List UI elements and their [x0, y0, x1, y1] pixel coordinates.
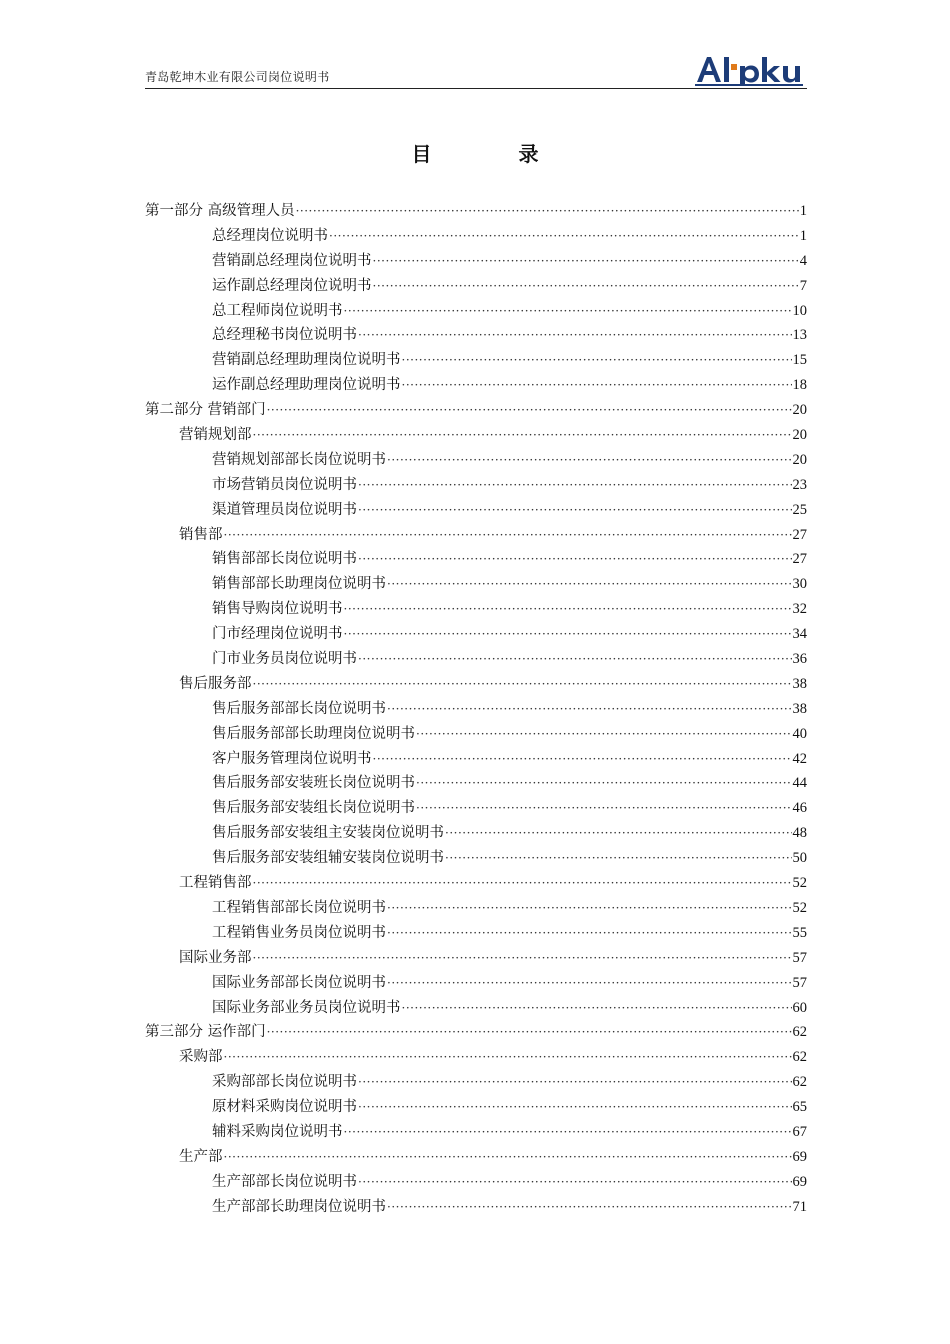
toc-dot-leader: [253, 423, 792, 448]
toc-entry-label: 第一部分 高级管理人员: [145, 203, 295, 219]
toc-dot-leader: [358, 1070, 792, 1095]
toc-entry-label: 第三部分 运作部门: [145, 1024, 266, 1041]
toc-dot-leader: [387, 1195, 792, 1220]
toc-entry-label: 售后服务部部长助理岗位说明书: [212, 725, 415, 742]
toc-entry[interactable]: [145, 1070, 807, 1095]
toc-entry-label: 生产部部长岗位说明书: [212, 1173, 357, 1190]
toc-entry-page-number: 38: [792, 700, 807, 717]
toc-entry-label: 工程销售业务员岗位说明书: [212, 924, 386, 941]
toc-entry-label: 工程销售部: [179, 875, 252, 892]
toc-dot-leader: [373, 274, 799, 299]
toc-entry[interactable]: [145, 1095, 807, 1120]
toc-entry-page-number: 4: [799, 252, 807, 269]
toc-entry-label: 市场营销员岗位说明书: [212, 476, 357, 493]
toc-entry-label: 售后服务部安装组辅安装岗位说明书: [212, 850, 444, 867]
toc-entry-label: 营销规划部部长岗位说明书: [212, 451, 386, 468]
toc-dot-leader: [387, 572, 792, 597]
page-header: [145, 48, 807, 89]
toc-entry[interactable]: [145, 1020, 807, 1045]
toc-entry-page-number: 18: [792, 377, 807, 394]
toc-entry-label: 原材料采购岗位说明书: [212, 1099, 357, 1116]
toc-entry[interactable]: [145, 647, 807, 672]
toc-entry-page-number: 40: [792, 725, 807, 742]
toc-entry-page-number: 27: [792, 526, 807, 543]
toc-entry-label: 总工程师岗位说明书: [212, 302, 343, 319]
toc-entry-label: 国际业务部部长岗位说明书: [212, 974, 386, 991]
toc-entry-page-number: 13: [792, 327, 807, 344]
toc-dot-leader: [344, 1120, 792, 1145]
toc-entry-page-number: 46: [792, 800, 807, 817]
toc-dot-leader: [358, 1170, 792, 1195]
toc-entry[interactable]: [145, 672, 807, 697]
toc-entry-page-number: 67: [792, 1123, 807, 1140]
toc-dot-leader: [387, 921, 792, 946]
toc-dot-leader: [329, 224, 799, 249]
toc-entry-page-number: 62: [792, 1024, 807, 1041]
toc-entry[interactable]: [145, 572, 807, 597]
toc-entry-page-number: 1: [799, 227, 807, 244]
toc-dot-leader: [445, 821, 792, 846]
toc-entry-label: 售后服务部安装班长岗位说明书: [212, 775, 415, 792]
toc-entry[interactable]: [145, 249, 807, 274]
toc-entry[interactable]: [145, 547, 807, 572]
toc-entry-page-number: 57: [792, 949, 807, 966]
toc-entry-page-number: 10: [792, 302, 807, 319]
header-company-title: 青岛乾坤木业有限公司岗位说明书: [145, 70, 330, 84]
toc-entry-label: 工程销售部部长岗位说明书: [212, 899, 386, 916]
toc-entry-page-number: 32: [792, 601, 807, 618]
toc-entry-label: 辅料采购岗位说明书: [212, 1123, 343, 1140]
toc-entry[interactable]: [145, 373, 807, 398]
toc-entry[interactable]: [145, 796, 807, 821]
toc-entry-label: 生产部: [179, 1148, 223, 1165]
toc-dot-leader: [416, 796, 792, 821]
toc-entry-page-number: 52: [792, 899, 807, 916]
toc-entry[interactable]: [145, 348, 807, 373]
toc-entry-label: 运作副总经理岗位说明书: [212, 277, 372, 294]
toc-entry[interactable]: [145, 1170, 807, 1195]
toc-entry-page-number: 30: [792, 576, 807, 593]
toc-dot-leader: [445, 846, 792, 871]
toc-entry-label: 第二部分 营销部门: [145, 402, 266, 419]
table-of-contents: [145, 199, 807, 1220]
toc-entry[interactable]: [145, 299, 807, 324]
toc-entry-label: 营销副总经理岗位说明书: [212, 252, 372, 269]
toc-entry-page-number: 34: [792, 626, 807, 643]
toc-entry-label: 客户服务管理岗位说明书: [212, 750, 372, 767]
toc-entry-page-number: 71: [792, 1198, 807, 1215]
toc-entry-page-number: 20: [792, 402, 807, 419]
toc-entry[interactable]: [145, 722, 807, 747]
toc-entry-label: 总经理秘书岗位说明书: [212, 327, 357, 344]
toc-entry-label: 销售部部长岗位说明书: [212, 551, 357, 568]
toc-entry-label: 门市经理岗位说明书: [212, 626, 343, 643]
toc-dot-leader: [224, 523, 792, 548]
toc-entry[interactable]: [145, 398, 807, 423]
toc-entry-label: 渠道管理员岗位说明书: [212, 501, 357, 518]
toc-entry-label: 售后服务部安装组主安装岗位说明书: [212, 825, 444, 842]
toc-entry-page-number: 69: [792, 1173, 807, 1190]
toc-dot-leader: [358, 1095, 792, 1120]
toc-entry[interactable]: [145, 846, 807, 871]
toc-entry[interactable]: [145, 1145, 807, 1170]
toc-entry[interactable]: [145, 523, 807, 548]
toc-dot-leader: [387, 971, 792, 996]
company-logo: [695, 52, 807, 86]
logo-graphic: [695, 54, 807, 86]
toc-entry-page-number: 62: [792, 1049, 807, 1066]
toc-dot-leader: [358, 498, 792, 523]
toc-entry-label: 国际业务部业务员岗位说明书: [212, 999, 401, 1016]
toc-entry[interactable]: [145, 1195, 807, 1220]
toc-dot-leader: [387, 448, 792, 473]
toc-entry-page-number: 23: [792, 476, 807, 493]
toc-entry[interactable]: [145, 199, 807, 224]
toc-entry[interactable]: [145, 1120, 807, 1145]
toc-entry-label: 国际业务部: [179, 949, 252, 966]
toc-entry-page-number: 36: [792, 651, 807, 668]
toc-dot-leader: [224, 1145, 792, 1170]
toc-entry[interactable]: [145, 821, 807, 846]
toc-dot-leader: [373, 747, 792, 772]
toc-entry-label: 售后服务部安装组长岗位说明书: [212, 800, 415, 817]
toc-entry[interactable]: [145, 747, 807, 772]
toc-dot-leader: [296, 199, 799, 224]
toc-entry-label: 销售导购岗位说明书: [212, 601, 343, 618]
toc-entry[interactable]: [145, 323, 807, 348]
toc-dot-leader: [253, 871, 792, 896]
toc-entry[interactable]: [145, 971, 807, 996]
toc-entry[interactable]: [145, 921, 807, 946]
toc-entry[interactable]: [145, 996, 807, 1021]
toc-entry-label: 营销副总经理助理岗位说明书: [212, 352, 401, 369]
toc-entry[interactable]: [145, 622, 807, 647]
toc-dot-leader: [253, 946, 792, 971]
toc-dot-leader: [402, 348, 792, 373]
toc-entry[interactable]: [145, 498, 807, 523]
toc-entry[interactable]: [145, 896, 807, 921]
toc-dot-leader: [358, 473, 792, 498]
toc-entry-label: 采购部: [179, 1049, 223, 1066]
toc-entry-page-number: 48: [792, 825, 807, 842]
toc-title: 目 录: [411, 142, 579, 166]
toc-dot-leader: [267, 398, 792, 423]
toc-dot-leader: [402, 373, 792, 398]
toc-dot-leader: [344, 299, 792, 324]
toc-entry-page-number: 7: [799, 277, 807, 294]
toc-entry-page-number: 1: [799, 203, 807, 219]
toc-entry-page-number: 55: [792, 924, 807, 941]
toc-entry-label: 采购部部长岗位说明书: [212, 1074, 357, 1091]
toc-entry-page-number: 20: [792, 427, 807, 444]
toc-dot-leader: [358, 647, 792, 672]
toc-entry[interactable]: [145, 697, 807, 722]
toc-dot-leader: [416, 771, 792, 796]
toc-entry-page-number: 62: [792, 1074, 807, 1091]
toc-entry-label: 生产部部长助理岗位说明书: [212, 1198, 386, 1215]
toc-entry-label: 营销规划部: [179, 427, 252, 444]
toc-dot-leader: [344, 622, 792, 647]
toc-dot-leader: [358, 547, 792, 572]
toc-entry-page-number: 52: [792, 875, 807, 892]
toc-entry-page-number: 50: [792, 850, 807, 867]
toc-dot-leader: [373, 249, 799, 274]
toc-entry[interactable]: [145, 473, 807, 498]
toc-dot-leader: [224, 1045, 792, 1070]
toc-entry-page-number: 38: [792, 675, 807, 692]
toc-dot-leader: [253, 672, 792, 697]
toc-entry-label: 销售部部长助理岗位说明书: [212, 576, 386, 593]
toc-entry-page-number: 25: [792, 501, 807, 518]
toc-dot-leader: [416, 722, 792, 747]
toc-dot-leader: [267, 1020, 792, 1045]
toc-entry[interactable]: [145, 274, 807, 299]
toc-dot-leader: [387, 697, 792, 722]
toc-dot-leader: [358, 323, 792, 348]
toc-entry-page-number: 27: [792, 551, 807, 568]
toc-entry-label: 售后服务部: [179, 675, 252, 692]
toc-entry-page-number: 42: [792, 750, 807, 767]
toc-entry[interactable]: [145, 597, 807, 622]
toc-entry-page-number: 57: [792, 974, 807, 991]
toc-entry-page-number: 20: [792, 451, 807, 468]
toc-entry-page-number: 69: [792, 1148, 807, 1165]
toc-entry-page-number: 44: [792, 775, 807, 792]
toc-entry-label: 销售部: [179, 526, 223, 543]
toc-entry-label: 运作副总经理助理岗位说明书: [212, 377, 401, 394]
toc-entry[interactable]: [145, 448, 807, 473]
toc-entry[interactable]: [145, 871, 807, 896]
toc-entry-page-number: 60: [792, 999, 807, 1016]
toc-entry[interactable]: [145, 224, 807, 249]
toc-dot-leader: [402, 996, 792, 1021]
toc-entry-label: 总经理岗位说明书: [212, 227, 328, 244]
toc-entry-label: 售后服务部部长岗位说明书: [212, 700, 386, 717]
toc-entry-label: 门市业务员岗位说明书: [212, 651, 357, 668]
toc-dot-leader: [387, 896, 792, 921]
toc-entry[interactable]: [145, 771, 807, 796]
toc-entry[interactable]: [145, 946, 807, 971]
toc-entry-page-number: 65: [792, 1099, 807, 1116]
toc-entry[interactable]: [145, 1045, 807, 1070]
toc-entry-page-number: 15: [792, 352, 807, 369]
toc-entry[interactable]: [145, 423, 807, 448]
toc-dot-leader: [344, 597, 792, 622]
